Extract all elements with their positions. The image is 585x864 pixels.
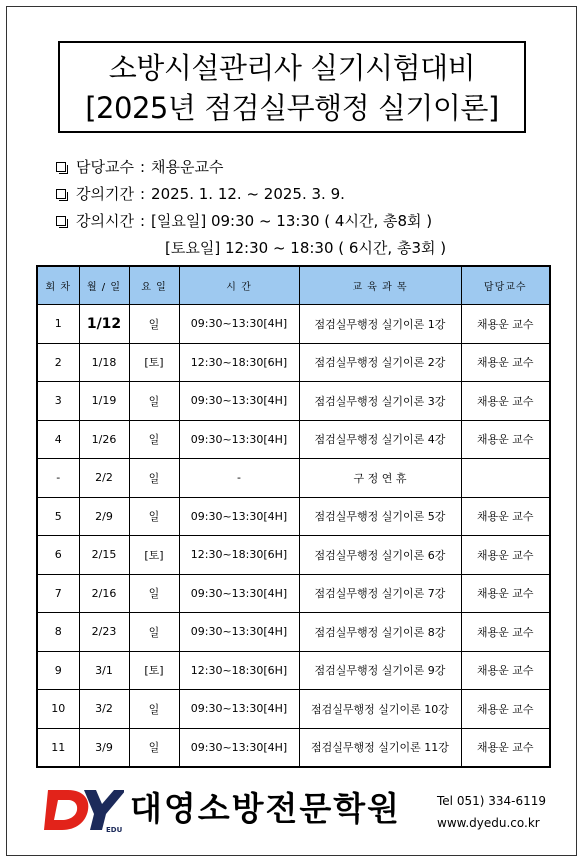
time-cell: 09:30~13:30[4H] — [179, 382, 299, 421]
date-cell: 1/26 — [79, 420, 129, 459]
weekday-cell: 일 — [129, 574, 179, 613]
info-value: [토요일] 12:30 ~ 18:30 ( 6시간, 총3회 ) — [165, 239, 447, 257]
footer — [44, 782, 554, 842]
date-cell: 3/9 — [79, 728, 129, 767]
info-row-period — [56, 181, 526, 208]
info-label: 강의기간 — [76, 185, 134, 203]
logo-sub-text: EDU — [106, 826, 123, 834]
tel-text: Tel 051) 334-6119 — [437, 794, 546, 808]
weekday-cell: [토] — [129, 651, 179, 690]
subject-cell: 점검실무행정 실기이론 5강 — [299, 497, 461, 536]
time-cell: 09:30~13:30[4H] — [179, 728, 299, 767]
session-cell: 7 — [37, 574, 79, 613]
time-cell: 09:30~13:30[4H] — [179, 574, 299, 613]
table-row — [37, 651, 550, 690]
time-cell: 12:30~18:30[6H] — [179, 343, 299, 382]
weekday-cell: 일 — [129, 305, 179, 344]
weekday-cell: [토] — [129, 343, 179, 382]
column-header: 요 일 — [129, 266, 179, 305]
weekday-cell: 일 — [129, 459, 179, 498]
session-cell: 1 — [37, 305, 79, 344]
table-row — [37, 382, 550, 421]
subject-cell: 점검실무행정 실기이론 7강 — [299, 574, 461, 613]
date-cell: 2/16 — [79, 574, 129, 613]
date-cell: 1/12 — [79, 305, 129, 344]
table-row — [37, 728, 550, 767]
table-row — [37, 497, 550, 536]
date-cell: 1/19 — [79, 382, 129, 421]
schedule-table — [36, 265, 551, 768]
website-text: www.dyedu.co.kr — [437, 816, 540, 830]
subject-cell: 점검실무행정 실기이론 4강 — [299, 420, 461, 459]
session-cell: 4 — [37, 420, 79, 459]
instructor-cell: 채용운 교수 — [461, 420, 550, 459]
subject-cell: 점검실무행정 실기이론 6강 — [299, 536, 461, 575]
session-cell: 2 — [37, 343, 79, 382]
instructor-cell: 채용운 교수 — [461, 728, 550, 767]
time-cell: 09:30~13:30[4H] — [179, 497, 299, 536]
instructor-cell: 채용운 교수 — [461, 690, 550, 729]
course-info — [56, 154, 526, 262]
session-cell: 10 — [37, 690, 79, 729]
table-header-row — [37, 266, 550, 305]
instructor-cell: 채용운 교수 — [461, 536, 550, 575]
instructor-cell: 채용운 교수 — [461, 497, 550, 536]
info-value: 2025. 1. 12. ~ 2025. 3. 9. — [151, 185, 345, 203]
table-row — [37, 343, 550, 382]
info-row-hours-2 — [56, 235, 526, 262]
session-cell: 8 — [37, 613, 79, 652]
table-row — [37, 574, 550, 613]
subject-cell: 점검실무행정 실기이론 9강 — [299, 651, 461, 690]
title-line-2: [2025년 점검실무행정 실기이론] — [85, 91, 499, 125]
weekday-cell: 일 — [129, 690, 179, 729]
contact-info — [437, 790, 546, 834]
table-row — [37, 420, 550, 459]
session-cell: 5 — [37, 497, 79, 536]
column-header: 월 / 일 — [79, 266, 129, 305]
instructor-cell: 채용운 교수 — [461, 574, 550, 613]
date-cell: 1/18 — [79, 343, 129, 382]
info-row-professor — [56, 154, 526, 181]
table-row — [37, 536, 550, 575]
weekday-cell: 일 — [129, 497, 179, 536]
date-cell: 3/2 — [79, 690, 129, 729]
time-cell: - — [179, 459, 299, 498]
date-cell: 2/23 — [79, 613, 129, 652]
table-row — [37, 305, 550, 344]
table-row — [37, 613, 550, 652]
instructor-cell: 채용운 교수 — [461, 382, 550, 421]
session-cell: - — [37, 459, 79, 498]
weekday-cell: [토] — [129, 536, 179, 575]
date-cell: 2/9 — [79, 497, 129, 536]
info-separator: : — [139, 158, 146, 176]
column-header: 담당교수 — [461, 266, 550, 305]
instructor-cell: 채용운 교수 — [461, 613, 550, 652]
column-header: 시 간 — [179, 266, 299, 305]
subject-cell: 점검실무행정 실기이론 8강 — [299, 613, 461, 652]
instructor-cell — [461, 459, 550, 498]
time-cell: 12:30~18:30[6H] — [179, 536, 299, 575]
weekday-cell: 일 — [129, 420, 179, 459]
info-separator: : — [139, 185, 146, 203]
weekday-cell: 일 — [129, 728, 179, 767]
table-row — [37, 459, 550, 498]
academy-name: 대영소방전문학원 — [130, 789, 402, 828]
instructor-cell: 채용운 교수 — [461, 305, 550, 344]
info-label: 강의시간 — [76, 212, 134, 230]
instructor-cell: 채용운 교수 — [461, 343, 550, 382]
time-cell: 09:30~13:30[4H] — [179, 305, 299, 344]
session-cell: 9 — [37, 651, 79, 690]
instructor-cell: 채용운 교수 — [461, 651, 550, 690]
date-cell: 2/2 — [79, 459, 129, 498]
checkbox-bullet-icon — [56, 189, 66, 199]
subject-cell: 점검실무행정 실기이론 10강 — [299, 690, 461, 729]
checkbox-bullet-icon — [56, 216, 66, 226]
info-value: [일요일] 09:30 ~ 13:30 ( 4시간, 총8회 ) — [151, 212, 433, 230]
weekday-cell: 일 — [129, 382, 179, 421]
subject-cell: 구 정 연 휴 — [299, 459, 461, 498]
weekday-cell: 일 — [129, 613, 179, 652]
info-value: 채용운교수 — [151, 158, 224, 176]
time-cell: 12:30~18:30[6H] — [179, 651, 299, 690]
table-row — [37, 690, 550, 729]
time-cell: 09:30~13:30[4H] — [179, 613, 299, 652]
session-cell: 3 — [37, 382, 79, 421]
date-cell: 2/15 — [79, 536, 129, 575]
column-header: 회 차 — [37, 266, 79, 305]
info-row-hours — [56, 208, 526, 235]
session-cell: 6 — [37, 536, 79, 575]
date-cell: 3/1 — [79, 651, 129, 690]
time-cell: 09:30~13:30[4H] — [179, 690, 299, 729]
column-header: 교 육 과 목 — [299, 266, 461, 305]
title-box — [58, 41, 526, 133]
title-line-1: 소방시설관리사 실기시험대비 — [108, 51, 476, 85]
academy-logo-icon — [44, 786, 124, 834]
session-cell: 11 — [37, 728, 79, 767]
time-cell: 09:30~13:30[4H] — [179, 420, 299, 459]
checkbox-bullet-icon — [56, 162, 66, 172]
subject-cell: 점검실무행정 실기이론 2강 — [299, 343, 461, 382]
subject-cell: 점검실무행정 실기이론 11강 — [299, 728, 461, 767]
info-label: 담당교수 — [76, 158, 134, 176]
subject-cell: 점검실무행정 실기이론 3강 — [299, 382, 461, 421]
subject-cell: 점검실무행정 실기이론 1강 — [299, 305, 461, 344]
info-separator: : — [139, 212, 146, 230]
